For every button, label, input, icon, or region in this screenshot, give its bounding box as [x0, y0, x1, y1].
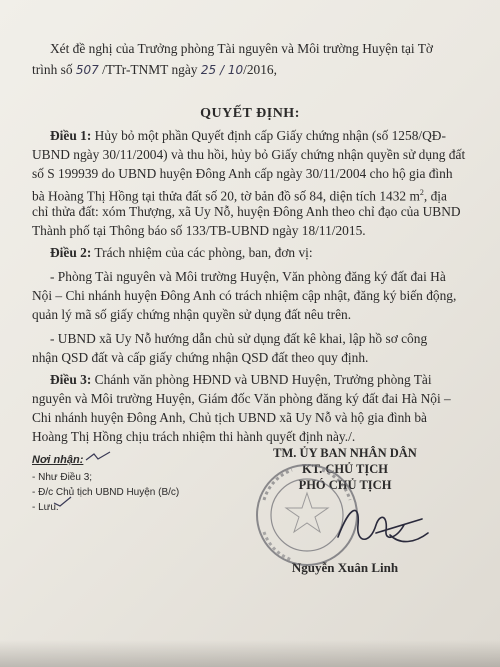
signature-kt: KT. CHỦ TỊCH [301, 462, 388, 476]
intro-mid: /TTr-TNMT ngày [102, 62, 198, 77]
signer-name: Nguyễn Xuân Linh [291, 560, 399, 575]
article-3-text-1: Chánh văn phòng HĐND và UBND Huyện, Trưởng phòng Tài [94, 372, 432, 387]
photo-shadow [0, 640, 500, 667]
article-1-text-1: Hủy bỏ một phần Quyết định cấp Giấy chứng nhận (số 1258/QĐ- [94, 128, 446, 143]
article-2-p2-line-2: nhận QSD đất và cấp giấy chứng nhận QSD đất theo quy định. [32, 350, 369, 365]
intro-line-2 [32, 61, 277, 79]
article-3-line-1 [50, 371, 432, 388]
article-1-line-6: Thành phố tại Thông báo số 133/TB-UBND ngày 18/11/2015. [32, 223, 366, 238]
handwritten-number: 507 [75, 63, 99, 77]
superscript-2: 2 [419, 188, 424, 197]
recipient-item-3: - Lưu. [32, 502, 59, 513]
article-3-line-2: nguyên và Môi trường Huyện, Giám đốc Văn phòng đăng ký đất đai Hà Nội – [32, 391, 451, 406]
article-2-text-1: Trách nhiệm của các phòng, ban, đơn vị: [94, 245, 313, 260]
pen-mark-icon [84, 450, 114, 464]
signature-position: PHÓ CHỦ TỊCH [298, 478, 392, 492]
handwritten-date: 25 / 10 [200, 63, 244, 77]
article-1-line-2: UBND ngày 30/11/2004) và thu hồi, hủy bỏ Giấy chứng nhận quyền sử dụng đất [32, 147, 466, 162]
recipients-label: Nơi nhận: [32, 454, 84, 466]
article-1-line-4 [32, 184, 447, 204]
recipient-item-2: - Đ/c Chủ tịch UBND Huyện (B/c) [32, 487, 180, 498]
pen-mark-icon [52, 495, 74, 509]
article-1-line-1 [50, 127, 446, 144]
article-2-p1-line-2: Nội – Chi nhánh huyện Đông Anh có trách nhiệm cập nhật, đăng ký biến động, [32, 288, 457, 303]
article-3-label: Điều 3: [50, 372, 92, 387]
intro-pre: trình số [32, 62, 73, 77]
article-2-line-1 [50, 244, 313, 261]
article-3-line-4: Hoàng Thị Hồng chịu trách nhiệm thi hành quyết định này./. [32, 429, 356, 444]
article-2-p1-line-3: quản lý mã số giấy chứng nhận quyền sử dụng đất nêu trên. [32, 307, 352, 322]
article-1-text-4b: , địa [423, 188, 447, 204]
article-1-label: Điều 1: [50, 128, 92, 143]
intro-year: /2016, [243, 62, 277, 77]
article-3-line-3: Chi nhánh huyện Đông Anh, Chủ tịch UBND xã Uy Nỗ và hộ gia đình bà [32, 410, 427, 425]
article-2-label: Điều 2: [50, 245, 92, 260]
article-2-p2-line-1: - UBND xã Uy Nỗ hướng dẫn chủ sử dụng đất kê khai, lập hồ sơ công [50, 331, 428, 346]
handwritten-signature-icon [330, 495, 440, 555]
article-1-line-5: chỉ thửa đất: xóm Thượng, xã Uy Nỗ, huyện Đông Anh theo chỉ đạo của UBND [32, 204, 461, 219]
signature-org: TM. ỦY BAN NHÂN DÂN [273, 446, 417, 460]
article-1-line-3: số S 199939 do UBND huyện Đông Anh cấp ngày 30/11/2004 cho hộ gia đình [32, 166, 453, 181]
article-1-text-4a: bà Hoàng Thị Hồng tại thửa đất số 20, tờ bản đồ số 84, diện tích 1432 m [32, 188, 420, 204]
decision-title: QUYẾT ĐỊNH: [200, 106, 300, 121]
article-2-p1-line-1: - Phòng Tài nguyên và Môi trường Huyện, Văn phòng đăng ký đất đai Hà [50, 269, 446, 284]
intro-line-1: Xét đề nghị của Trưởng phòng Tài nguyên và Môi trường Huyện tại Tờ [50, 41, 434, 56]
recipient-item-1: - Như Điều 3; [32, 472, 93, 483]
